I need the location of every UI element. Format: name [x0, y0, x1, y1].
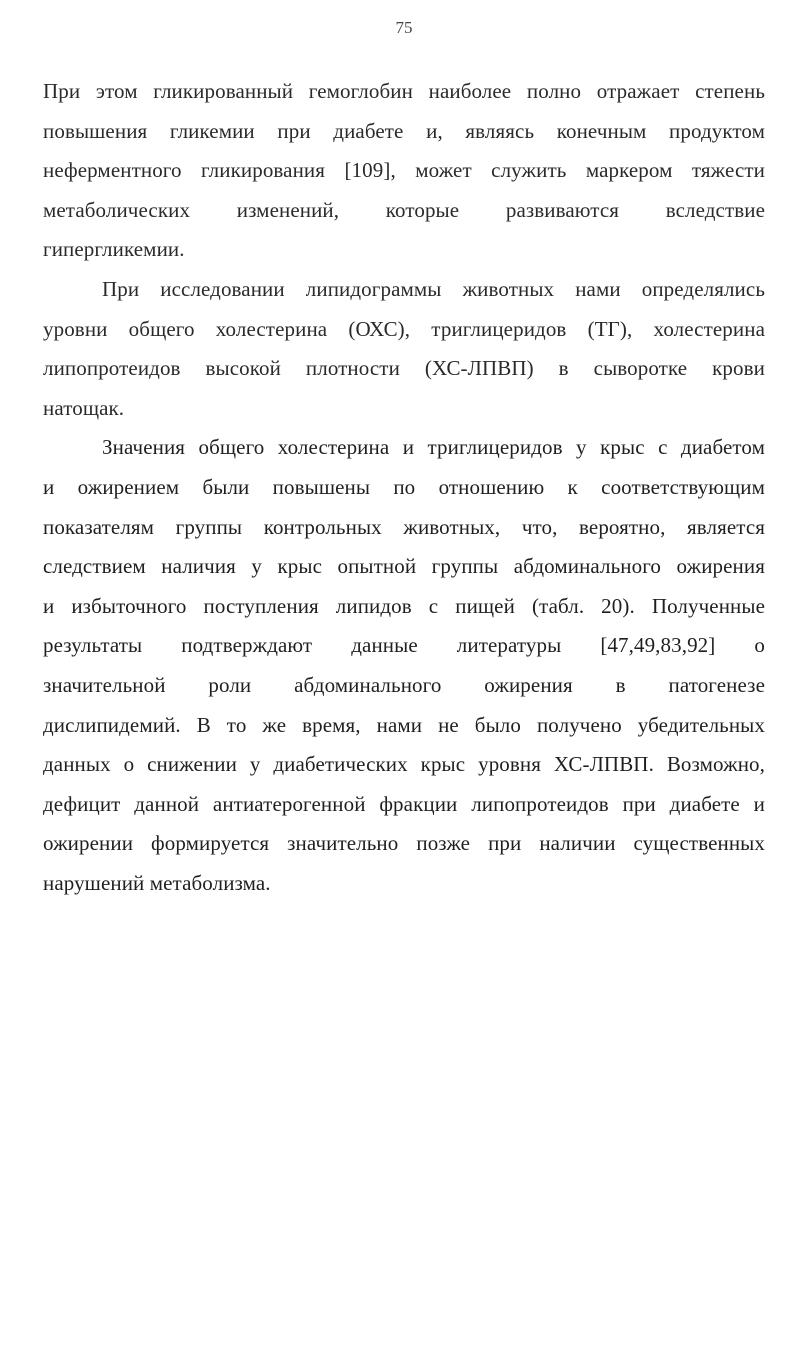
text-line: ожирении формируется значительно позже при наличии существенных	[43, 831, 765, 856]
text-line: значительной роли абдоминального ожирения в патогенезе	[43, 672, 765, 697]
text-line: Значения общего холестерина и триглицеридов у крыс с диабетом	[102, 435, 765, 460]
text-line: липопротеидов высокой плотности (ХС-ЛПВП) в сыворотке крови	[43, 356, 765, 381]
text-line: метаболических изменений, которые развиваются вследствие	[43, 197, 765, 222]
text-line: данных о снижении у диабетических крыс уровня ХС-ЛПВП. Возможно,	[43, 752, 765, 777]
paragraph-3	[43, 428, 765, 903]
paragraph-1	[43, 72, 765, 270]
text-line: гипергликемии.	[43, 237, 185, 262]
paragraph-2	[43, 270, 765, 428]
text-line: дислипидемий. В то же время, нами не было получено убедительных	[43, 712, 765, 737]
text-line: натощак.	[43, 395, 125, 420]
page-number: 75	[395, 18, 413, 37]
body-text	[43, 72, 765, 903]
text-line: следствием наличия у крыс опытной группы абдоминального ожирения	[43, 554, 765, 579]
text-line: неферментного гликирования [109], может служить маркером тяжести	[43, 158, 765, 183]
text-line: показателям группы контрольных животных, что, вероятно, является	[43, 514, 765, 539]
text-line: При исследовании липидограммы животных нами определялись	[102, 276, 765, 301]
text-line: результаты подтверждают данные литературы [47,49,83,92] о	[43, 633, 765, 658]
text-line: уровни общего холестерина (ОХС), триглицеридов (ТГ), холестерина	[43, 316, 765, 341]
text-line: дефицит данной антиатерогенной фракции липопротеидов при диабете и	[43, 791, 765, 816]
text-line: нарушений метаболизма.	[43, 870, 271, 895]
text-line: При этом гликированный гемоглобин наиболее полно отражает степень	[43, 79, 765, 103]
text-line: и избыточного поступления липидов с пищей (табл. 20). Полученные	[43, 593, 765, 618]
text-line: и ожирением были повышены по отношению к соответствующим	[43, 474, 765, 499]
text-line: повышения гликемии при диабете и, являясь конечным продуктом	[43, 118, 765, 143]
